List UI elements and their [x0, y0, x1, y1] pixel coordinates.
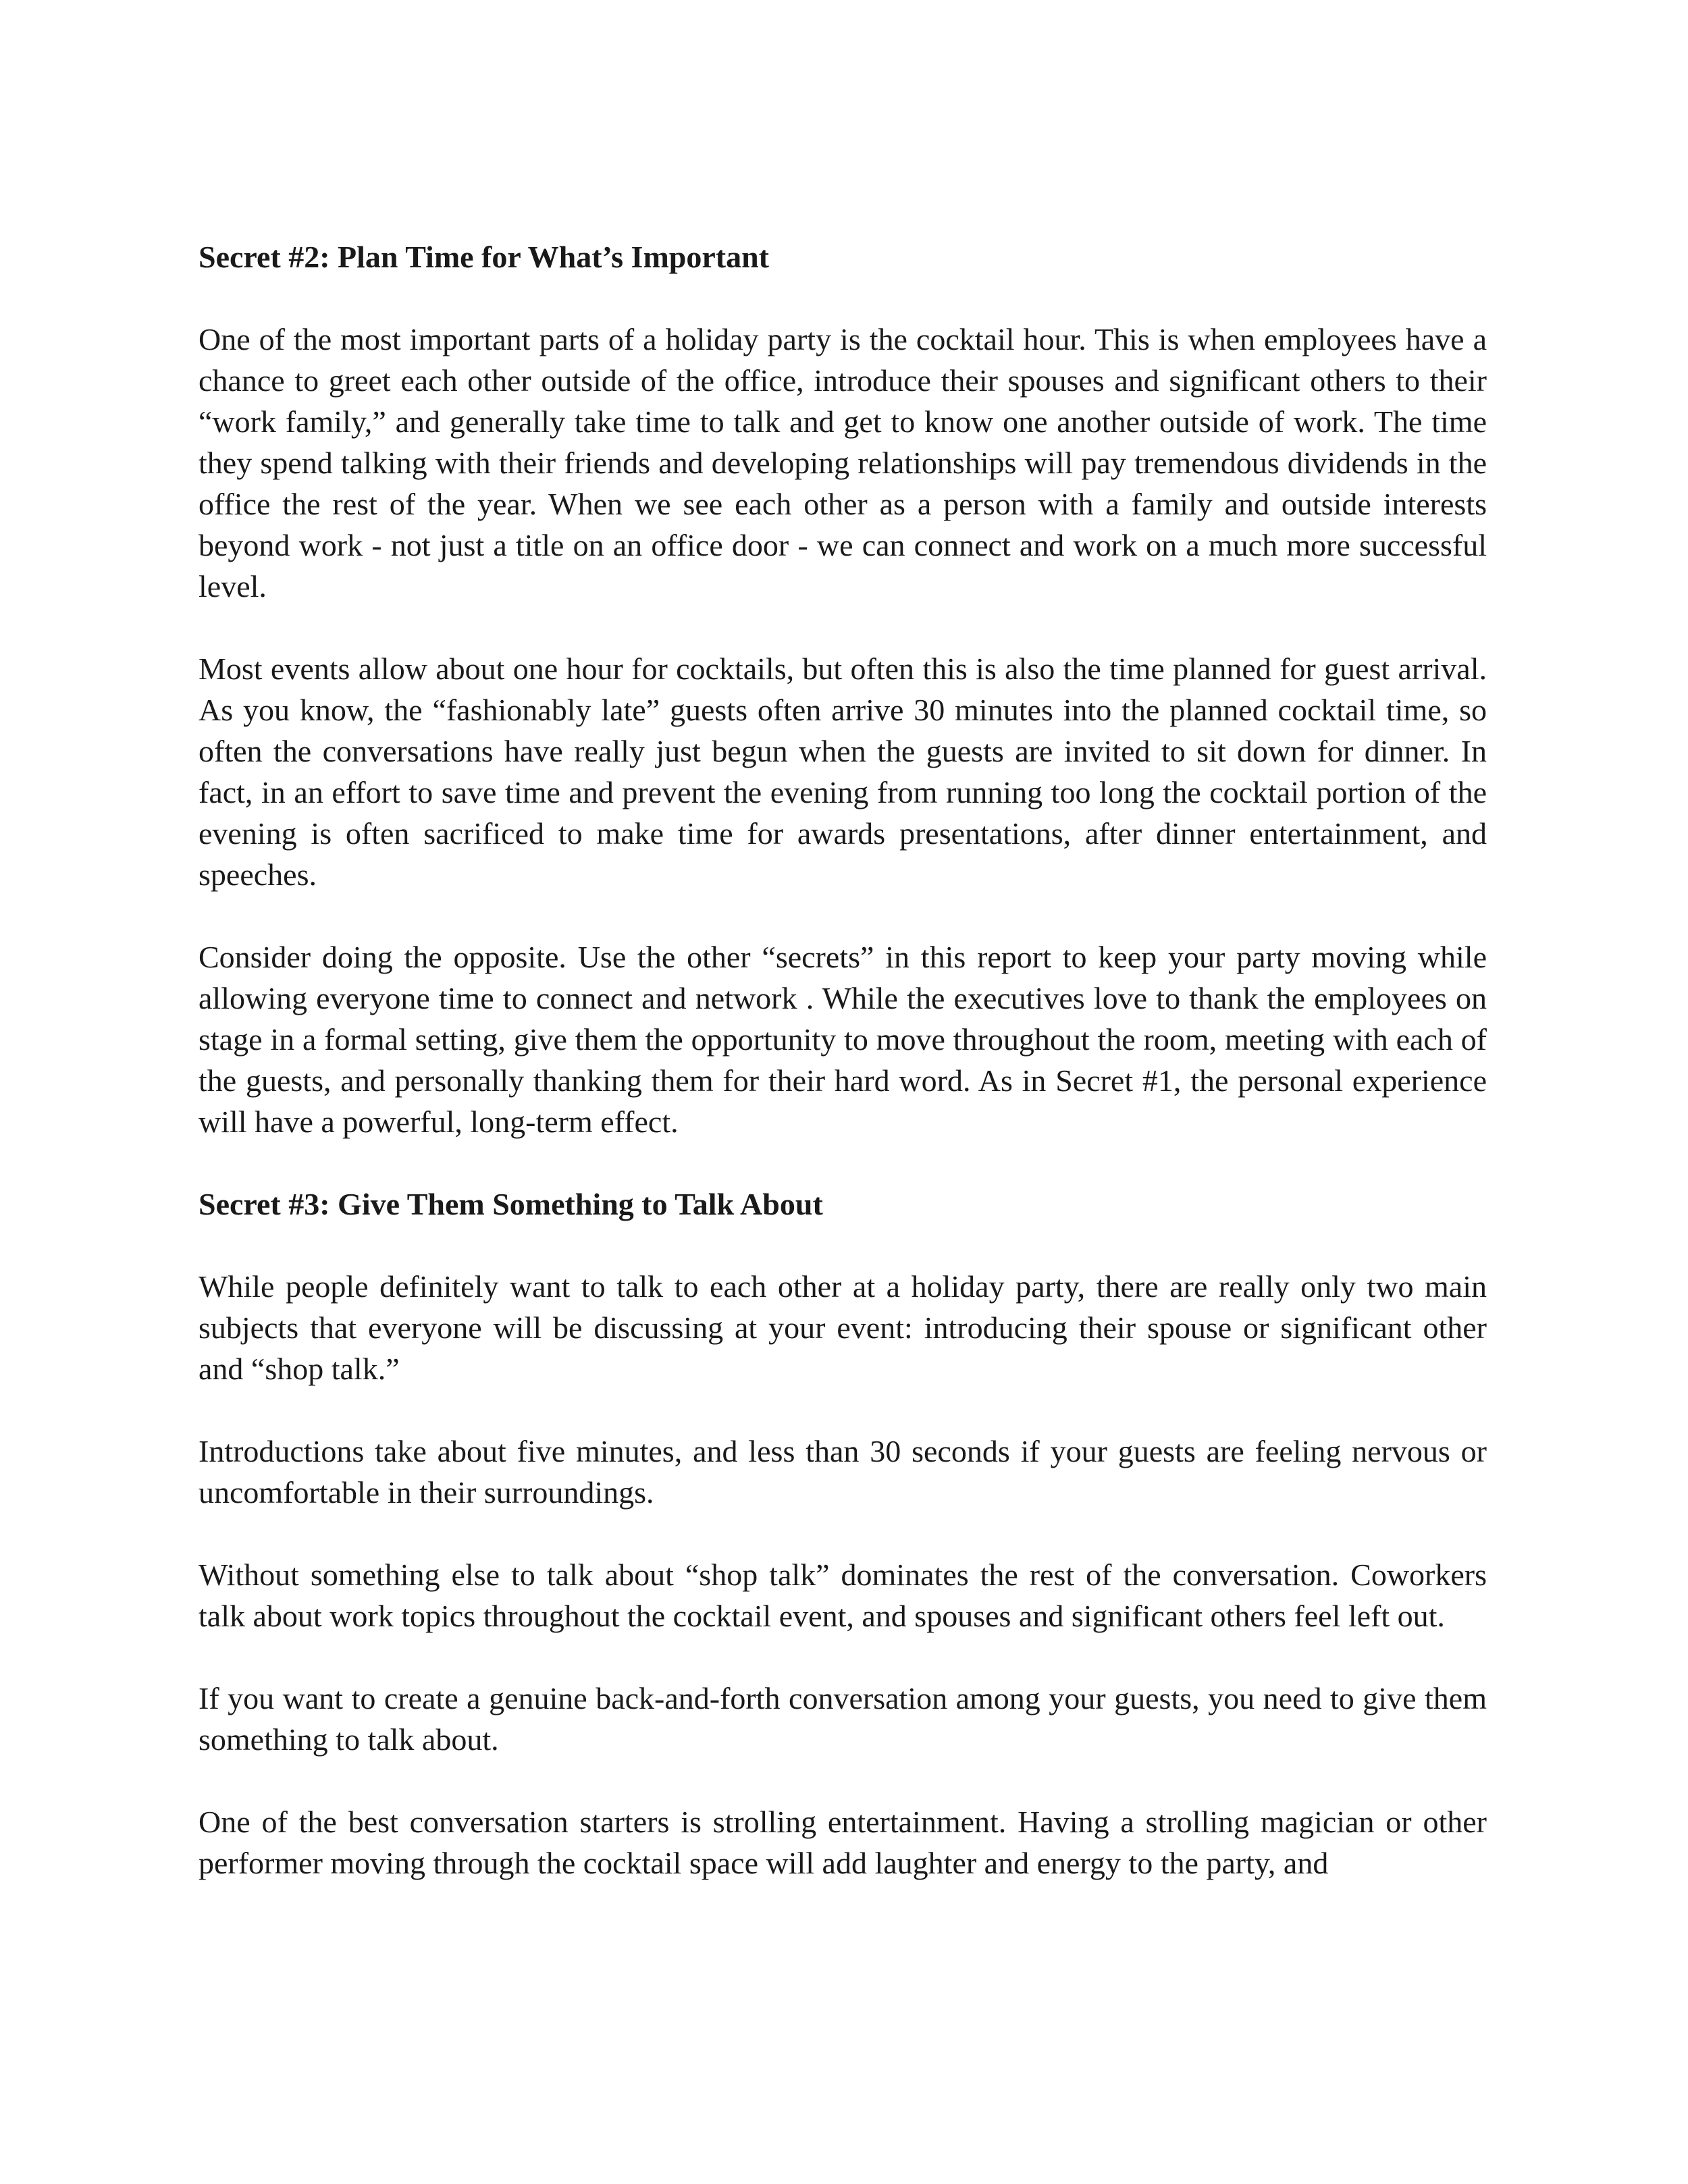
paragraph: Introductions take about five minutes, and less than 30 seconds if your guests are feeling nervous or uncomfortable in their surroundings.	[199, 1434, 1487, 1510]
spacer	[199, 1513, 1487, 1554]
spacer	[199, 1389, 1487, 1431]
paragraph: Most events allow about one hour for cocktails, but often this is also the time planned for guest arrival. As you know, the “fashionably late” guests often arrive 30 minutes into the planned cocktail time, so often the conversations have really just begun when the guests are invited to sit down for dinner. In fact, in an effort to save time and prevent the evening from running too long the cocktail portion of the evening is often sacrificed to make time for awards presentations, after dinner entertainment, and speeches.	[199, 651, 1487, 892]
paragraph: One of the best conversation starters is strolling entertainment. Having a strolling magician or other performer moving through the cocktail space will add laughter and energy to the party, and	[199, 1805, 1487, 1880]
spacer	[199, 607, 1487, 648]
spacer	[199, 1142, 1487, 1183]
paragraph: One of the most important parts of a holiday party is the cocktail hour. This is when employees have a chance to greet each other outside of the office, introduce their spouses and significant others to their “work family,” and generally take time to talk and get to know one another outside of work. The time they spend talking with their friends and developing relationships will pay tremendous dividends in the office the rest of the year. When we see each other as a person with a family and outside interests beyond work - not just a title on an office door - we can connect and work on a much more successful level.	[199, 322, 1487, 604]
document-page	[199, 236, 1487, 1884]
paragraph: While people definitely want to talk to each other at a holiday party, there are really only two main subjects that everyone will be discussing at your event: introducing their spouse or significant other and “shop talk.”	[199, 1269, 1487, 1386]
spacer	[199, 1760, 1487, 1801]
spacer	[199, 1225, 1487, 1266]
paragraph: Consider doing the opposite. Use the other “secrets” in this report to keep your party moving while allowing everyone time to connect and network . While the executives love to thank the employees on stage in a formal setting, give them the opportunity to move throughout the room, meeting with each of the guests, and personally thanking them for their hard word. As in Secret #1, the personal experience will have a powerful, long-term effect.	[199, 940, 1487, 1139]
spacer	[199, 277, 1487, 319]
paragraph: Without something else to talk about “shop talk” dominates the rest of the conversation. Coworkers talk about work topics throughout the cocktail event, and spouses and significant others feel left out.	[199, 1557, 1487, 1633]
spacer	[199, 895, 1487, 936]
section-heading-secret-2: Secret #2: Plan Time for What’s Important	[199, 240, 769, 274]
paragraph: If you want to create a genuine back-and-forth conversation among your guests, you need to give them something to talk about.	[199, 1681, 1487, 1757]
section-heading-secret-3: Secret #3: Give Them Something to Talk About	[199, 1187, 823, 1221]
spacer	[199, 1636, 1487, 1678]
